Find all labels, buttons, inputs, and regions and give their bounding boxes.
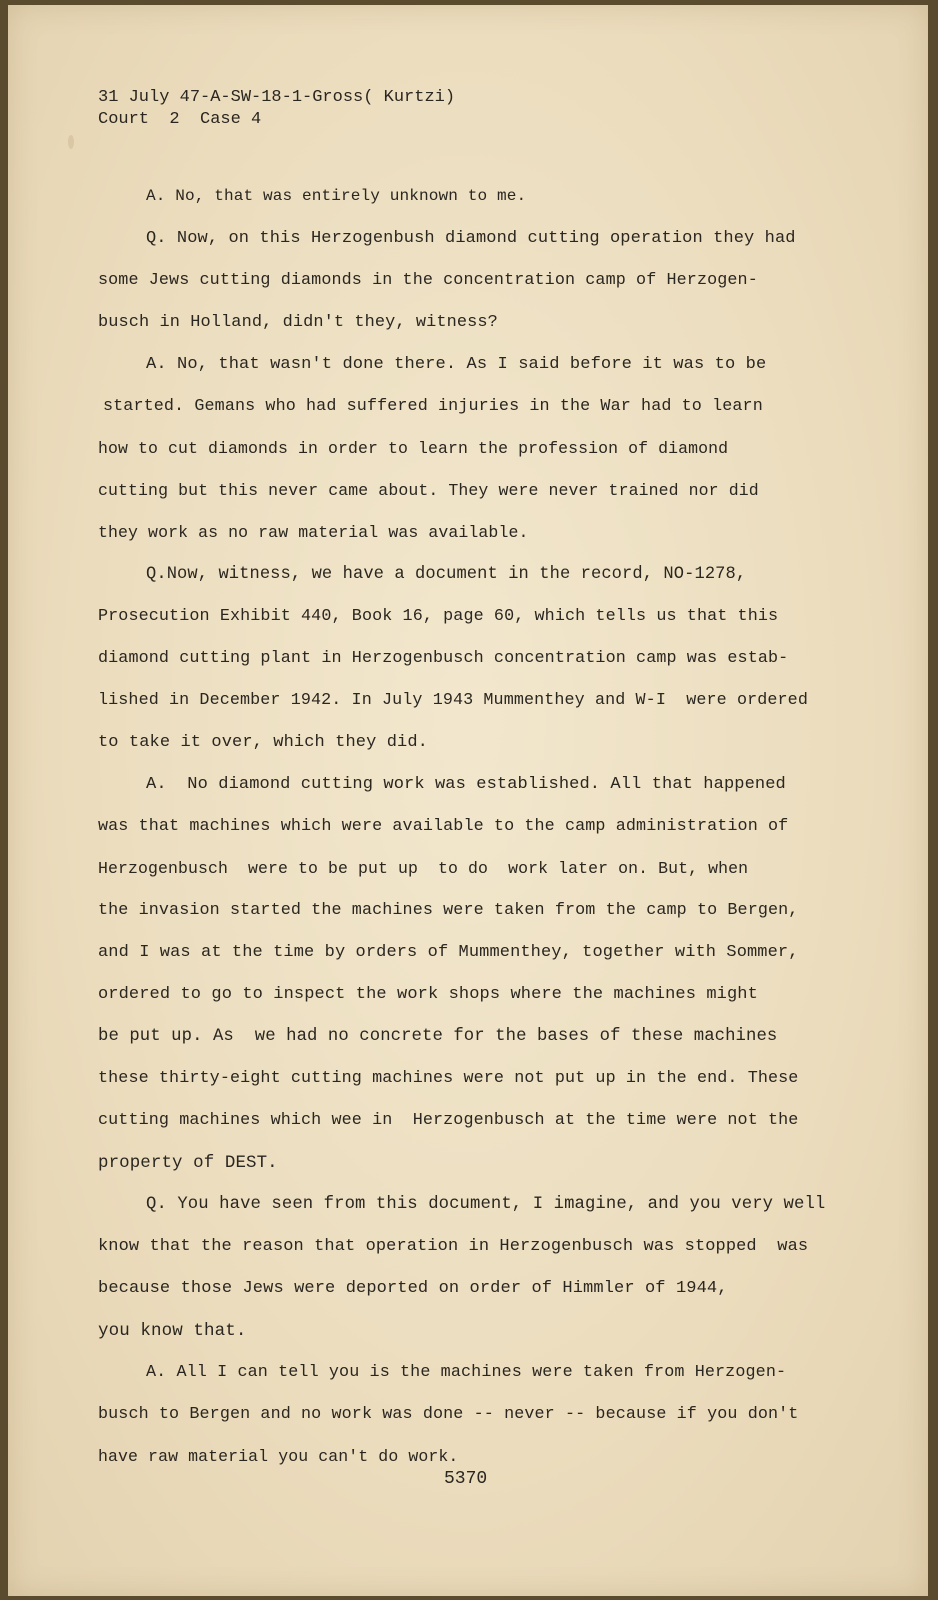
text-line: was that machines which were available to the camp administration of: [98, 817, 789, 836]
text-line: you know that.: [98, 1321, 247, 1341]
text-line: the invasion started the machines were taken from the camp to Bergen,: [98, 901, 799, 920]
text-line: busch to Bergen and no work was done -- never -- because if you don't: [98, 1405, 799, 1424]
text-line: lished in December 1942. In July 1943 Mummenthey and W-I were ordered: [98, 691, 808, 710]
header-line-1: 31 July 47-A-SW-18-1-Gross( Kurtzi): [98, 88, 456, 107]
text-line: A. No, that was entirely unknown to me.: [146, 187, 527, 205]
text-line: property of DEST.: [98, 1153, 278, 1173]
text-line: cutting machines which wee in Herzogenbusch at the time were not the: [98, 1111, 799, 1130]
text-line: Herzogenbusch were to be put up to do work later on. But, when: [98, 859, 749, 878]
text-line: have raw material you can't do work.: [98, 1447, 459, 1466]
page-number: 5370: [444, 1469, 488, 1489]
text-line: Prosecution Exhibit 440, Book 16, page 60, which tells us that this: [98, 607, 779, 626]
text-line: how to cut diamonds in order to learn the profession of diamond: [98, 439, 729, 458]
text-line: because those Jews were deported on order of Himmler of 1944,: [98, 1279, 728, 1298]
text-line: Q. Now, on this Herzogenbush diamond cutting operation they had: [146, 229, 796, 248]
text-line: A. All I can tell you is the machines were taken from Herzogen-: [146, 1363, 787, 1382]
text-line: they work as no raw material was available.: [98, 523, 529, 542]
text-line: busch in Holland, didn't they, witness?: [98, 313, 498, 332]
text-line: Q.Now, witness, we have a document in the record, NO-1278,: [146, 565, 747, 584]
text-line: ordered to go to inspect the work shops where the machines might: [98, 985, 758, 1004]
text-line: be put up. As we had no concrete for the bases of these machines: [98, 1027, 778, 1046]
document-page: [8, 5, 928, 1596]
text-line: started. Gemans who had suffered injuries in the War had to learn: [103, 397, 763, 416]
paper-mark: [68, 135, 74, 149]
text-line: Q. You have seen from this document, I imagine, and you very well: [146, 1195, 826, 1214]
header-line-2: Court 2 Case 4: [98, 110, 262, 129]
text-line: and I was at the time by orders of Mummenthey, together with Sommer,: [98, 943, 799, 962]
text-line: A. No, that wasn't done there. As I said before it was to be: [146, 355, 767, 374]
text-line: some Jews cutting diamonds in the concentration camp of Herzogen-: [98, 271, 758, 290]
text-line: these thirty-eight cutting machines were not put up in the end. These: [98, 1069, 799, 1088]
text-line: A. No diamond cutting work was established. All that happened: [146, 775, 786, 794]
text-line: know that the reason that operation in Herzogenbusch was stopped was: [98, 1237, 809, 1256]
text-line: diamond cutting plant in Herzogenbusch concentration camp was estab-: [98, 649, 789, 668]
text-line: cutting but this never came about. They were never trained nor did: [98, 481, 759, 500]
text-line: to take it over, which they did.: [98, 733, 428, 752]
document-header: [98, 87, 455, 131]
